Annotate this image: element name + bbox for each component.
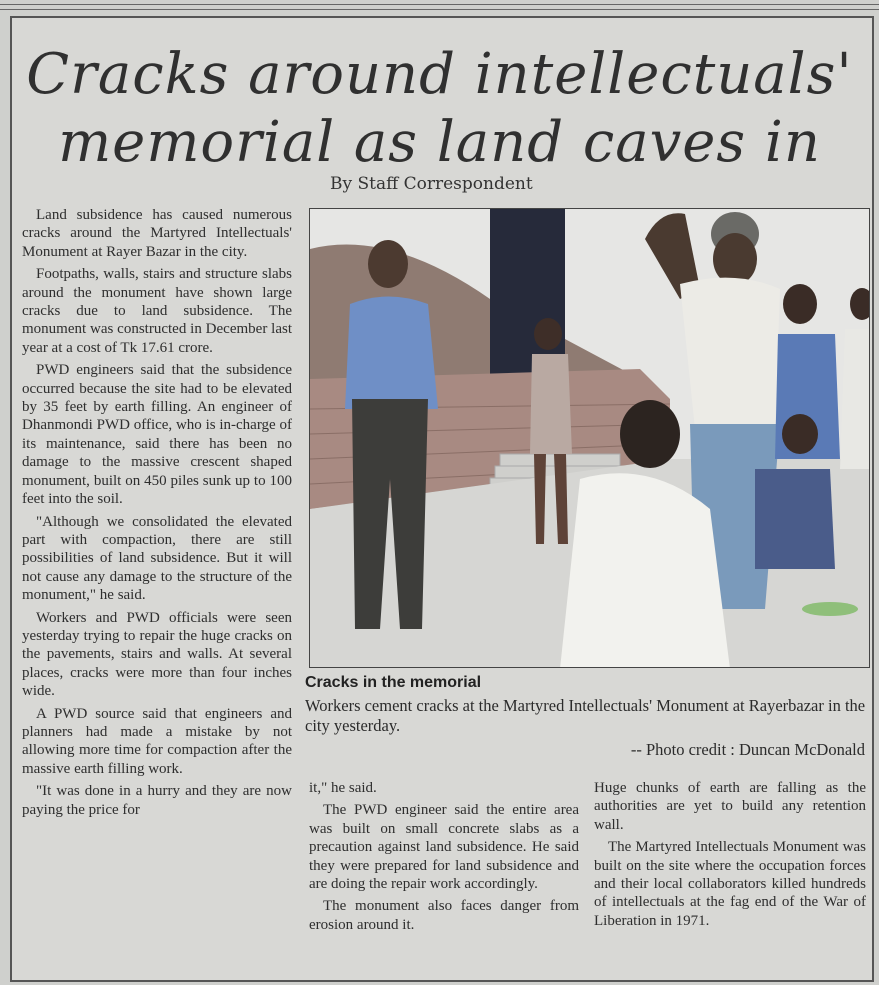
photo-caption-title: Cracks in the memorial: [305, 674, 482, 691]
paragraph: "Although we consolidated the elevated part with compaction, there are still possibilities of land subsidence. But it will not cause any damage to the structure of the monument," he said.: [22, 513, 292, 604]
article-column-right: [594, 779, 866, 934]
headline-line-2: memorial as land caves in: [58, 110, 821, 175]
paragraph: Huge chunks of earth are falling as the authorities are yet to build any retention wall.: [594, 780, 866, 833]
article-column-left: [22, 206, 292, 823]
paragraph: "It was done in a hurry and they are now paying the price for: [22, 783, 292, 818]
headline-line-1: Cracks around intellectuals': [26, 42, 853, 107]
paragraph: The PWD engineer said the entire area was built on small concrete slabs as a precaution against land subsidence. He said they were prepared for land subsidence and are doing the repair work accordingly.: [309, 802, 579, 893]
photo-illustration: [310, 209, 870, 668]
paragraph: PWD engineers said that the subsidence occurred because the site had to be elevated by 35 feet by earth filling. An engineer of Dhanmondi PWD office, who is in-charge of its maintenance, said there has been no damage to the massive crescent shaped monument, built on 450 piles sunk up to 100 feet into the soil.: [22, 362, 292, 508]
paragraph: The monument also faces danger from erosion around it.: [309, 898, 579, 933]
paragraph: Land subsidence has caused numerous cracks around the Martyred Intellectuals' Monument at Rayer Bazar in the city.: [22, 207, 292, 260]
news-photo: [309, 208, 870, 668]
article-column-middle: [309, 779, 579, 938]
paragraph: Workers and PWD officials were seen yesterday trying to repair the huge cracks on the pavements, stairs and walls. At several places, cracks were more than four inches wide.: [22, 609, 292, 700]
paragraph: A PWD source said that engineers and planners had made a mistake by not allowing more time for compaction after the massive earth filling work.: [22, 705, 292, 777]
paragraph: Footpaths, walls, stairs and structure slabs around the monument have shown large cracks due to land subsidence. The monument was constructed in December last year at a cost of Tk 17.61 crore.: [22, 266, 292, 356]
byline: By Staff Correspondent: [330, 174, 533, 194]
top-rule: [0, 4, 879, 10]
photo-credit: -- Photo credit : Duncan McDonald: [630, 740, 865, 759]
photo-caption-text: Workers cement cracks at the Martyred Intellectuals' Monument at Rayerbazar in the city yesterday.: [305, 696, 866, 735]
paragraph: it," he said.: [309, 780, 377, 796]
paragraph: The Martyred Intellectuals Monument was built on the site where the occupation forces and their local collaborators killed hundreds of intellectuals at the fag end of the War of Liberation in 1971.: [594, 839, 866, 929]
